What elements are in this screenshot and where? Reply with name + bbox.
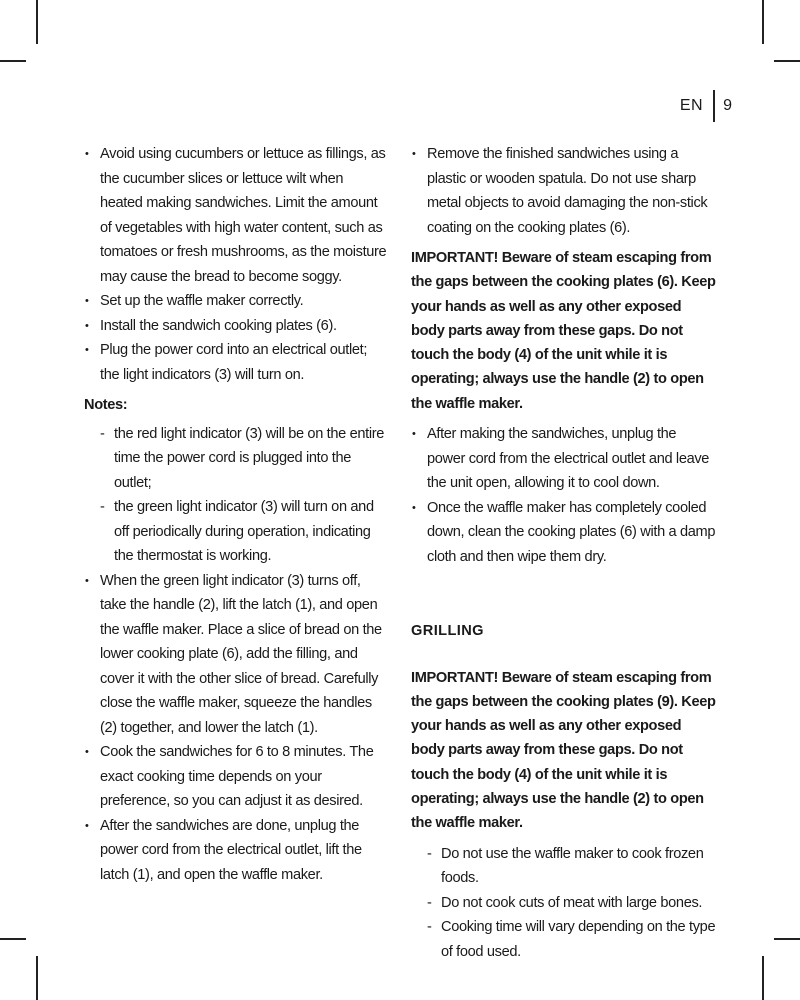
crop-mark [36,956,38,1000]
important-warning: IMPORTANT! Beware of steam escaping from the gaps between the cooking plates (9). Keep your hands as well as any other exposed body parts away from these gaps. Do not touch the body (4) of the unit while it is operating; always use the handle (2) to open the waffle maker. [411,669,716,832]
crop-mark [774,60,800,62]
list-item: • Once the waffle maker has completely cooled down, clean the cooking plates (6) with a damp cloth and then wipe them dry. [411,496,716,570]
list-item: - Do not cook cuts of meat with large bones. [427,891,716,916]
list-item: - Cooking time will vary depending on the type of food used. [427,915,716,964]
list-item: • Remove the finished sandwiches using a plastic or wooden spatula. Do not use sharp metal objects to avoid damaging the non-stick coating on the cooking plates (6). [411,142,716,240]
page-header [680,90,732,122]
notes-list [84,422,389,569]
header-divider [713,90,715,122]
bullet-list [84,569,389,888]
crop-mark [36,0,38,44]
list-item: • Set up the waffle maker correctly. [84,289,389,314]
bullet-list [411,422,716,569]
notes-label: Notes: [84,397,128,413]
list-item: - the green light indicator (3) will turn on and off periodically during operation, indicating the thermostat is working. [100,495,389,569]
crop-mark [0,60,26,62]
bullet-list [84,142,389,387]
crop-mark [774,938,800,940]
list-item: • Install the sandwich cooking plates (6). [84,314,389,339]
left-column [84,142,389,887]
page-number: 9 [723,97,732,114]
section-heading: GRILLING [411,623,484,640]
right-column [411,142,716,964]
list-item: • After the sandwiches are done, unplug the power cord from the electrical outlet, lift the latch (1), and open the waffle maker. [84,814,389,888]
crop-mark [762,0,764,44]
list-item: - Do not use the waffle maker to cook frozen foods. [427,842,716,891]
list-item: • Cook the sandwiches for 6 to 8 minutes. The exact cooking time depends on your preference, so you can adjust it as desired. [84,740,389,814]
list-item: • Avoid using cucumbers or lettuce as fillings, as the cucumber slices or lettuce wilt when heated making sandwiches. Limit the amount of vegetables with high water content, such as tomatoes or fresh mushrooms, as the moisture may cause the bread to become soggy. [84,142,389,289]
crop-mark [762,956,764,1000]
bullet-list [411,142,716,240]
list-item: • When the green light indicator (3) turns off, take the handle (2), lift the latch (1), and open the waffle maker. Place a slice of bread on the lower cooking plate (6), add the filling, and cover it with the other slice of bread. Carefully close the waffle maker, squeeze the handles (2) together, and lower the latch (1). [84,569,389,741]
list-item: - the red light indicator (3) will be on the entire time the power cord is plugged into the outlet; [100,422,389,496]
crop-mark [0,938,26,940]
language-code: EN [679,97,704,114]
dash-list [411,842,716,965]
list-item: • After making the sandwiches, unplug the power cord from the electrical outlet and leave the unit open, allowing it to cool down. [411,422,716,496]
list-item: • Plug the power cord into an electrical outlet; the light indicators (3) will turn on. [84,338,389,387]
important-warning: IMPORTANT! Beware of steam escaping from the gaps between the cooking plates (6). Keep your hands as well as any other exposed body parts away from these gaps. Do not touch the body (4) of the unit while it is operating; always use the handle (2) to open the waffle maker. [411,250,716,412]
